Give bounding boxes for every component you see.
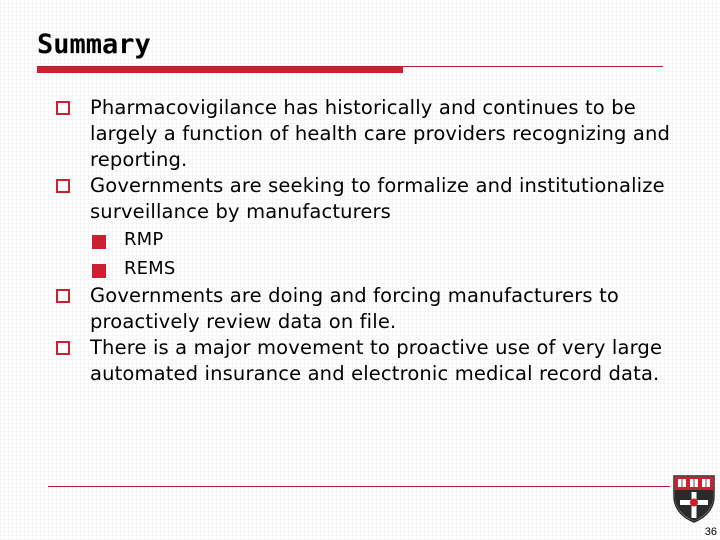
- sub-bullet-item: [90, 225, 675, 254]
- bullet-list: [55, 95, 675, 387]
- bullet-text: Pharmacovigilance has historically and continues to be largely a function of health care providers recognizing and reporting.: [90, 96, 671, 171]
- sub-bullet-text: RMP: [124, 229, 164, 250]
- bullet-item: [55, 95, 675, 173]
- bullet-text: Governments are doing and forcing manufacturers to proactively review data on file.: [90, 284, 619, 333]
- bullet-text: Governments are seeking to formalize and institutionalize surveillance by manufacturers: [90, 174, 665, 223]
- slide-title: Summary: [37, 29, 151, 60]
- bullet-item: [55, 335, 675, 387]
- page-number: 36: [704, 526, 717, 538]
- footer-rule: [48, 486, 670, 487]
- harvard-shield-icon: [672, 474, 716, 524]
- bullet-text: There is a major movement to proactive use of very large automated insurance and electronic medical record data.: [90, 336, 663, 385]
- sub-bullet-list: [90, 225, 675, 283]
- sub-bullet-item: [90, 254, 675, 283]
- hollow-square-bullet-icon: [56, 101, 70, 115]
- filled-square-bullet-icon: [92, 235, 106, 249]
- hollow-square-bullet-icon: [56, 341, 70, 355]
- sub-bullet-text: REMS: [124, 258, 176, 279]
- hollow-square-bullet-icon: [56, 179, 70, 193]
- hollow-square-bullet-icon: [56, 289, 70, 303]
- bullet-item: [55, 173, 675, 283]
- filled-square-bullet-icon: [92, 264, 106, 278]
- title-accent-bar: [37, 67, 403, 73]
- bullet-item: [55, 283, 675, 335]
